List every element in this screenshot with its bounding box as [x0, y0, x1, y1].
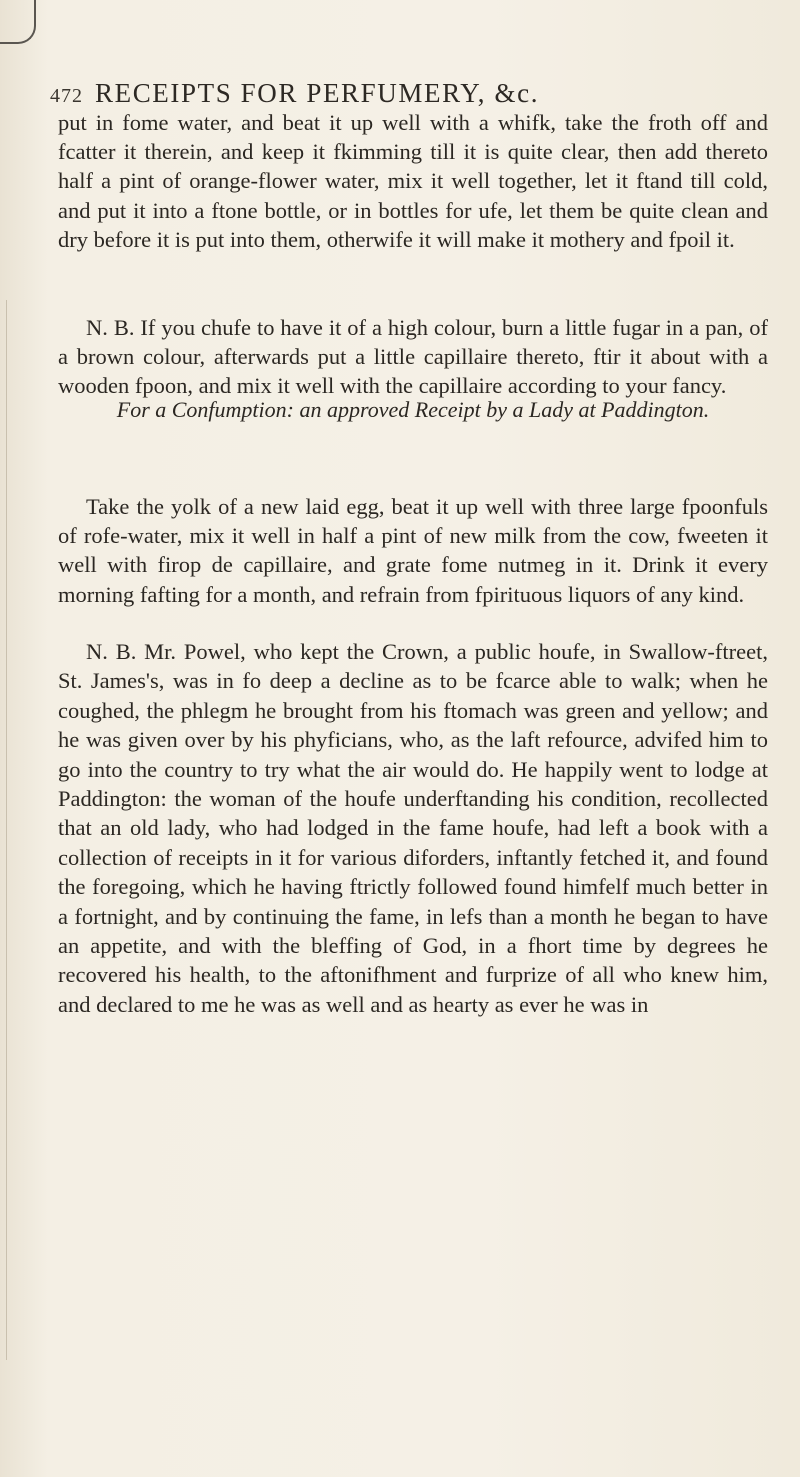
gutter-line [6, 300, 7, 1360]
recipe-title: For a Confumption: an approved Receipt by a Lady at Paddington. [116, 397, 710, 422]
corner-mark [0, 0, 36, 44]
paragraph-colour-note: N. B. If you chufe to have it of a high colour, burn a little fugar in a pan, of a brown colour, afterwards put a little capillaire thereto, ftir it about with a wooden fpoon, and mix it well with the capillaire according to your fancy. [58, 315, 768, 399]
page-number: 472 [50, 85, 83, 107]
paragraph-consumption-recipe: Take the yolk of a new laid egg, beat it up well with three large fpoonfuls of rofe-water, mix it well in half a pint of new milk from the cow, fweeten it well with firop de capillaire, and grate fome nutmeg in it. Drink it every morning fafting for a month, and refrain from fpirituous liquors of any kind. [58, 494, 768, 607]
running-head: RECEIPTS FOR PERFUMERY, &c. [95, 78, 540, 108]
paragraph-recipe-continuation: put in fome water, and beat it up well with a whifk, take the froth off and fcatter it therein, and keep it fkimming till it is quite clear, then add thereto half a pint of orange-flower water, mix it well together, let it ftand till cold, and put it into a ftone bottle, or in bottles for ufe, let them be quite clean and dry before it is put into them, otherwife it will make it mothery and fpoil it. [58, 110, 768, 252]
paragraph-testimony-note: N. B. Mr. Powel, who kept the Crown, a public houfe, in Swallow-ftreet, St. James's, was in fo deep a decline as to be fcarce able to walk; when he coughed, the phlegm he brought from his ftomach was green and yellow; and he was given over by his phyficians, who, as the laft refource, advifed him to go into the country to try what the air would do. He happily went to lodge at Paddington: the woman of the houfe underftanding his condition, recollected that an old lady, who had lodged in the fame houfe, had left a book with a collection of receipts in it for various diforders, inftantly fetched it, and found the foregoing, which he having ftrictly followed found himfelf much better in a fortnight, and by continuing the fame, in lefs than a month he began to have an appetite, and with the bleffing of God, in a fhort time by degrees he recovered his health, to the aftonifhment and furprize of all who knew him, and declared to me he was as well and as hearty as ever he was in [58, 639, 768, 1017]
